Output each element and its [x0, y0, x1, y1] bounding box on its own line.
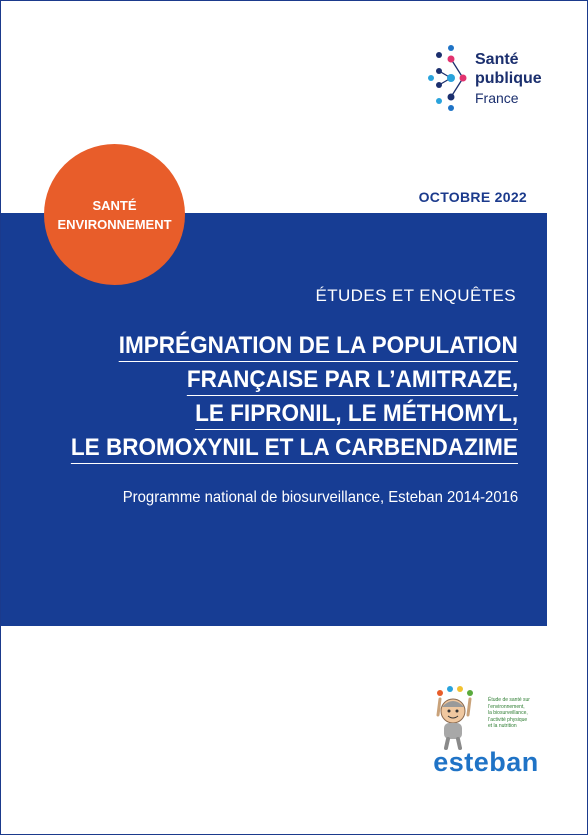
esteban-logo — [426, 685, 556, 780]
category-line-2: ENVIRONNEMENT — [57, 216, 172, 232]
title-line-4: LE BROMOXYNIL ET LA CARBENDAZIME — [71, 433, 518, 464]
report-subtitle: Programme national de biosurveillance, Esteban 2014-2016 — [122, 489, 518, 506]
esteban-note-line-5: et la nutrition — [488, 723, 517, 729]
report-title — [32, 331, 518, 467]
esteban-note-line-3: la biosurveillance, — [488, 710, 528, 716]
publication-date: OCTOBRE 2022 — [418, 189, 527, 205]
sante-publique-france-logo — [425, 41, 565, 113]
category-line-1: SANTÉ — [92, 197, 137, 213]
esteban-note-line-4: l’activité physique — [488, 716, 528, 723]
logo-text-sante: Santé — [475, 51, 519, 68]
network-dots-icon — [425, 41, 473, 113]
esteban-note-line-1: Étude de santé sur — [488, 697, 530, 703]
juggling-child-icon — [426, 685, 488, 751]
logo-text-france: France — [475, 90, 519, 106]
category-badge — [44, 144, 185, 285]
title-line-3: LE FIPRONIL, LE MÉTHOMYL, — [195, 399, 518, 430]
logo-text-publique: publique — [475, 70, 542, 87]
esteban-wordmark: esteban — [433, 747, 539, 777]
esteban-note-line-2: l’environnement, — [488, 703, 525, 710]
section-label: ÉTUDES ET ENQUÊTES — [315, 286, 516, 305]
title-line-1: IMPRÉGNATION DE LA POPULATION — [119, 331, 518, 362]
title-line-2: FRANÇAISE PAR L’AMITRAZE, — [187, 365, 518, 396]
